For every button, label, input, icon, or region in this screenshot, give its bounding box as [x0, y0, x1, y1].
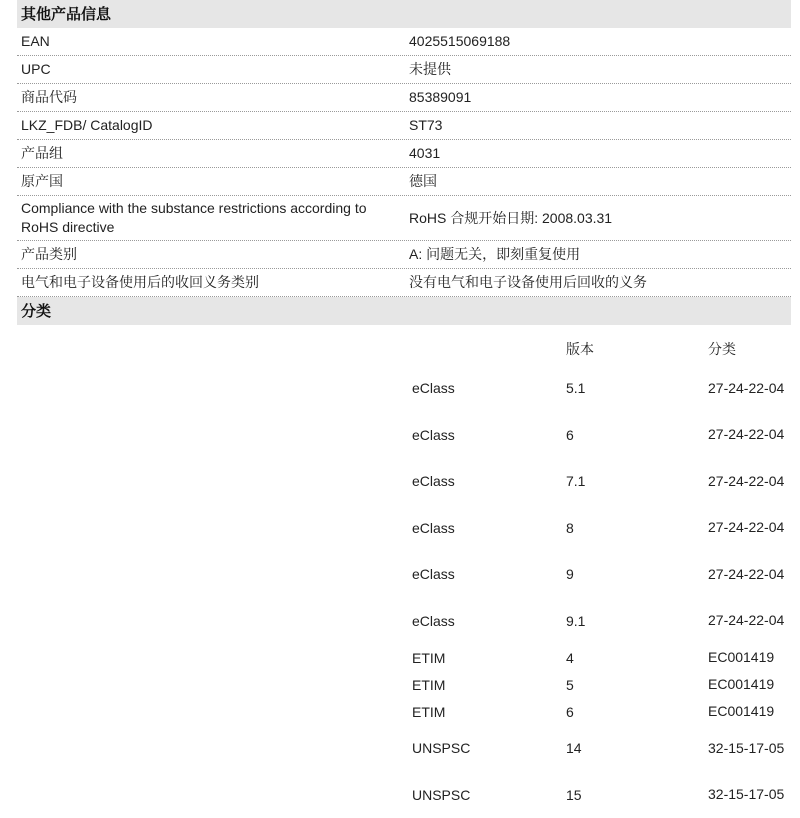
- classification-system: UNSPSC: [410, 787, 566, 803]
- classification-row: [17, 772, 791, 818]
- info-label: 电气和电子设备使用后的收回义务类别: [17, 273, 403, 292]
- classification-code: 27-24-22-04: [708, 518, 786, 537]
- classification-code: 27-24-22-04: [708, 611, 786, 630]
- info-label: LKZ_FDB/ CatalogID: [17, 116, 403, 135]
- column-header-class: 分类: [708, 340, 786, 359]
- column-header-version: 版本: [566, 339, 708, 359]
- product-info-container: [17, 0, 791, 818]
- info-value: A: 问题无关，即刻重复使用: [403, 245, 791, 264]
- classification-version: 7.1: [566, 473, 708, 489]
- info-label: 产品组: [17, 144, 403, 163]
- classification-system: eClass: [410, 427, 566, 443]
- classification-version: 15: [566, 787, 708, 803]
- info-label: 产品类别: [17, 245, 403, 264]
- classification-system: UNSPSC: [410, 740, 566, 756]
- classification-row: [17, 551, 791, 598]
- info-value: 85389091: [403, 88, 791, 107]
- info-label: 商品代码: [17, 88, 403, 107]
- classification-version: 4: [566, 650, 708, 666]
- classification-system: eClass: [410, 613, 566, 629]
- classification-table: [17, 325, 791, 818]
- classification-code: EC001419: [708, 675, 786, 694]
- info-value: RoHS 合规开始日期: 2008.03.31: [403, 209, 791, 228]
- classification-code: 27-24-22-04: [708, 379, 786, 398]
- classification-row: [17, 365, 791, 412]
- info-row-country-of-origin: [17, 168, 791, 196]
- info-value: 德国: [403, 172, 791, 191]
- classification-system: ETIM: [410, 704, 566, 720]
- info-value: 4031: [403, 144, 791, 163]
- info-value: ST73: [403, 116, 791, 135]
- classification-row: [17, 412, 791, 459]
- classification-row: [17, 598, 791, 645]
- info-label: UPC: [17, 60, 403, 79]
- info-row-upc: [17, 56, 791, 84]
- info-row-ean: [17, 28, 791, 56]
- classification-system: eClass: [410, 473, 566, 489]
- classification-version: 5.1: [566, 380, 708, 396]
- classification-code: 27-24-22-04: [708, 472, 786, 491]
- info-row-weee-category: [17, 269, 791, 297]
- classification-system: ETIM: [410, 677, 566, 693]
- classification-row: [17, 505, 791, 552]
- classification-code: 32-15-17-05: [708, 739, 786, 758]
- classification-system: eClass: [410, 566, 566, 582]
- info-row-product-category: [17, 241, 791, 269]
- classification-code: 27-24-22-04: [708, 565, 786, 584]
- info-label: 原产国: [17, 172, 403, 191]
- info-label: EAN: [17, 32, 403, 51]
- classification-version: 8: [566, 520, 708, 536]
- classification-row: [17, 458, 791, 505]
- classification-system: eClass: [410, 520, 566, 536]
- classification-system: eClass: [410, 380, 566, 396]
- info-label: Compliance with the substance restrictions according to RoHS directive: [17, 199, 403, 237]
- other-info-header: 其他产品信息: [17, 0, 791, 28]
- classification-row: [17, 644, 791, 671]
- classification-version: 9.1: [566, 613, 708, 629]
- classification-row: [17, 725, 791, 772]
- info-row-commodity-code: [17, 84, 791, 112]
- classification-header: 分类: [17, 297, 791, 325]
- info-row-product-group: [17, 140, 791, 168]
- classification-code: 27-24-22-04: [708, 425, 786, 444]
- classification-row: [17, 671, 791, 698]
- classification-code: EC001419: [708, 648, 786, 667]
- classification-table-header: [17, 333, 791, 365]
- classification-system: ETIM: [410, 650, 566, 666]
- info-value: 4025515069188: [403, 32, 791, 51]
- classification-row: [17, 698, 791, 725]
- classification-code: EC001419: [708, 702, 786, 721]
- info-value: 未提供: [403, 60, 791, 79]
- info-row-rohs-compliance: [17, 196, 791, 241]
- info-row-catalog-id: [17, 112, 791, 140]
- info-value: 没有电气和电子设备使用后回收的义务: [403, 273, 791, 292]
- classification-version: 9: [566, 566, 708, 582]
- classification-version: 6: [566, 427, 708, 443]
- classification-version: 14: [566, 740, 708, 756]
- classification-version: 5: [566, 677, 708, 693]
- classification-version: 6: [566, 704, 708, 720]
- classification-code: 32-15-17-05: [708, 785, 786, 804]
